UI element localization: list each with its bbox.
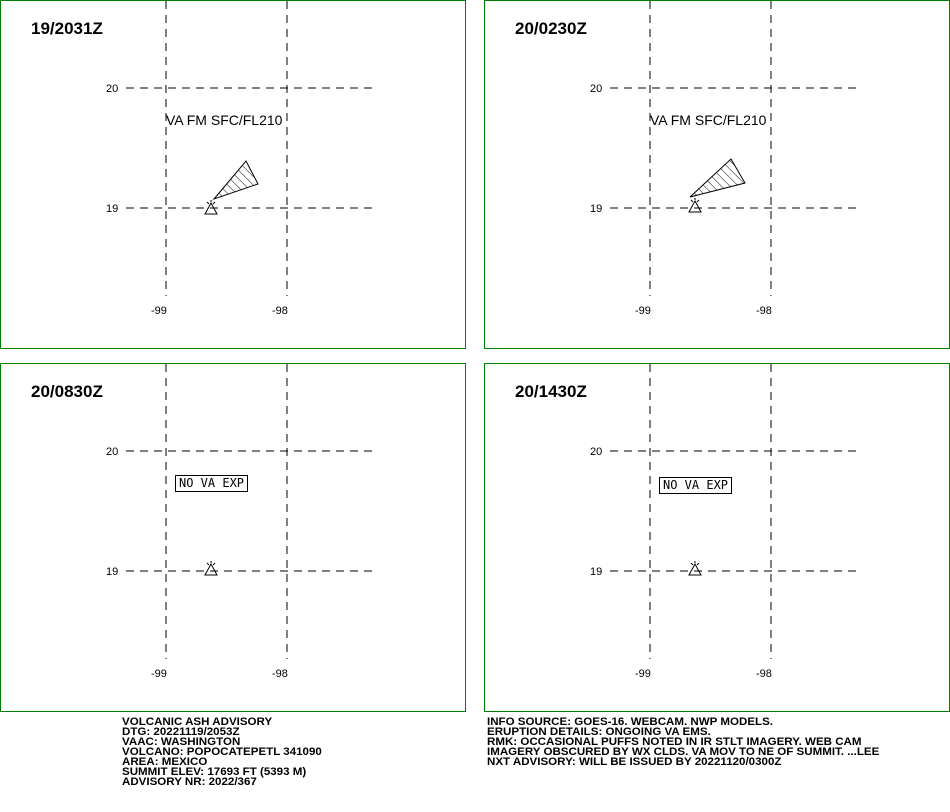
lat-tick-20: 20 xyxy=(590,83,603,95)
lat-tick-19: 19 xyxy=(106,566,119,578)
advisory-remarks-line2: IMAGERY OBSCURED BY WX CLDS. VA MOV TO NE OF SUMMIT. ...LEE xyxy=(487,746,880,758)
advisory-title: VOLCANIC ASH ADVISORY xyxy=(122,716,273,728)
volcano-icon xyxy=(689,198,701,212)
advisory-volcano: VOLCANO: POPOCATEPETL 341090 xyxy=(122,746,322,758)
advisory-summit-elev: SUMMIT ELEV: 17693 FT (5393 M) xyxy=(122,766,307,778)
lon-tick-99: -99 xyxy=(635,668,651,680)
advisory-remarks-line1: RMK: OCCASIONAL PUFFS NOTED IN IR STLT IMAGERY. WEB CAM xyxy=(487,736,862,748)
no-va-expected-box: NO VA EXP xyxy=(175,475,248,492)
lat-tick-19: 19 xyxy=(106,203,119,215)
lon-tick-99: -99 xyxy=(151,668,167,680)
lat-tick-19: 19 xyxy=(590,203,603,215)
lon-tick-99: -99 xyxy=(635,305,651,317)
forecast-panel-3 xyxy=(0,363,466,712)
lon-tick-98: -98 xyxy=(756,668,772,680)
panel-time-label: 20/1430Z xyxy=(515,382,587,401)
advisory-header-block xyxy=(122,717,322,787)
panel-time-label: 19/2031Z xyxy=(31,19,103,38)
volcano-icon xyxy=(205,561,217,575)
no-va-expected-box: NO VA EXP xyxy=(659,477,732,494)
advisory-info-source: INFO SOURCE: GOES-16. WEBCAM. NWP MODELS. xyxy=(487,716,773,728)
forecast-panel-1 xyxy=(0,0,466,349)
advisory-eruption-details: ERUPTION DETAILS: ONGOING VA EMS. xyxy=(487,726,711,738)
lat-tick-19: 19 xyxy=(590,566,603,578)
ash-cloud-polygon xyxy=(214,161,258,199)
volcano-icon xyxy=(205,200,217,214)
forecast-panel-4 xyxy=(484,363,950,712)
forecast-panel-2 xyxy=(484,0,950,349)
advisory-details-block xyxy=(487,717,879,767)
lon-tick-99: -99 xyxy=(151,305,167,317)
map-grid xyxy=(1,1,467,350)
lon-tick-98: -98 xyxy=(272,668,288,680)
advisory-number: ADVISORY NR: 2022/367 xyxy=(122,776,257,788)
advisory-dtg: DTG: 20221119/2053Z xyxy=(122,726,240,738)
map-grid xyxy=(1,364,467,713)
lat-tick-20: 20 xyxy=(106,446,119,458)
panel-time-label: 20/0830Z xyxy=(31,382,103,401)
ash-level-label: VA FM SFC/FL210 xyxy=(166,112,283,128)
panel-time-label: 20/0230Z xyxy=(515,19,587,38)
lon-tick-98: -98 xyxy=(272,305,288,317)
advisory-next: NXT ADVISORY: WILL BE ISSUED BY 20221120/0300Z xyxy=(487,756,782,768)
map-grid xyxy=(485,364,950,713)
lon-tick-98: -98 xyxy=(756,305,772,317)
advisory-area: AREA: MEXICO xyxy=(122,756,208,768)
lat-tick-20: 20 xyxy=(106,83,119,95)
advisory-vaac: VAAC: WASHINGTON xyxy=(122,736,241,748)
map-grid xyxy=(485,1,950,350)
ash-level-label: VA FM SFC/FL210 xyxy=(650,112,767,128)
volcano-icon xyxy=(689,561,701,575)
lat-tick-20: 20 xyxy=(590,446,603,458)
ash-cloud-polygon xyxy=(690,159,745,197)
